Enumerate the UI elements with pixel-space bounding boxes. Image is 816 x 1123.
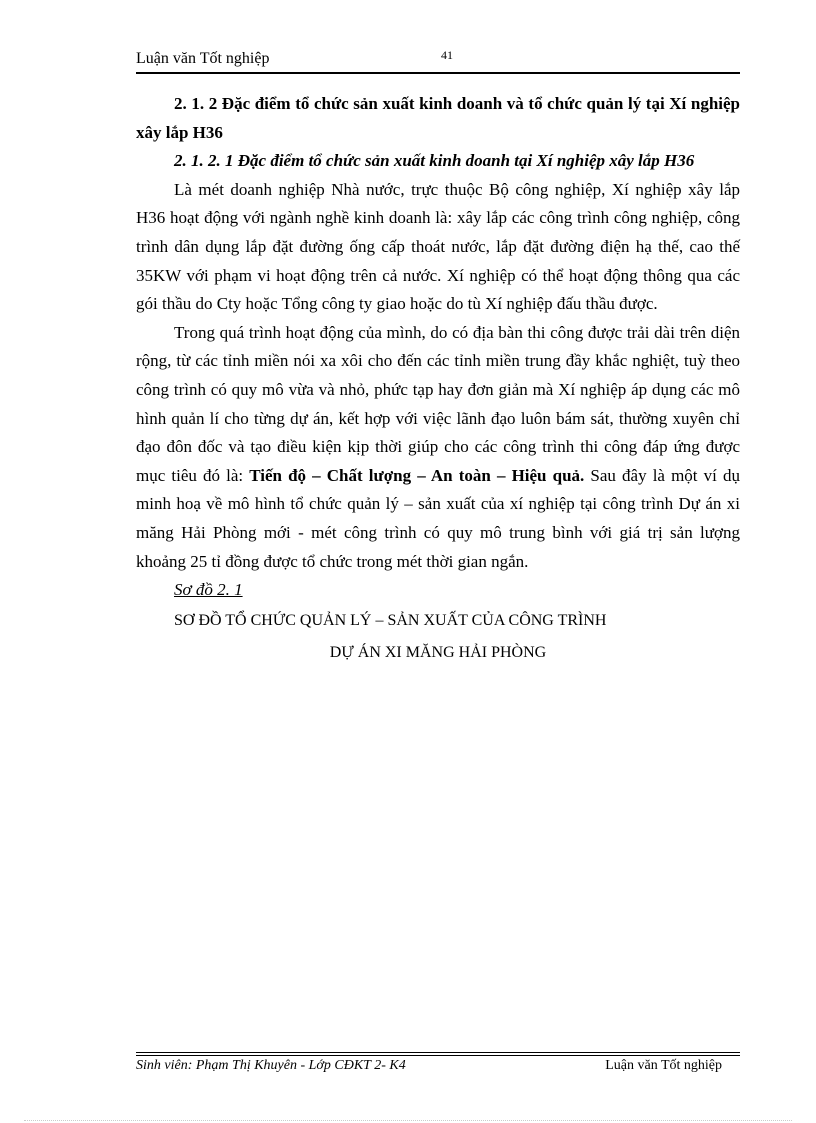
- page-footer: [136, 1052, 740, 1073]
- paragraph-2-end: Sau đây là một ví dụ minh hoạ về mô hình tổ chức quản lý – sản xuất của xí nghiệp tại công trình Dự án xi măng Hải Phòng mới - mét công trình có quy mô trung bình với giá trị sản lượng khoảng 25 tỉ đồng được tổ chức trong mét thời gian ngắn.: [136, 465, 740, 571]
- paragraph-1: Là mét doanh nghiệp Nhà nước, trực thuộc Bộ công nghiệp, Xí nghiệp xây lắp H36 hoạt động với ngành nghề kinh doanh là: xây lắp các công trình công nghiệp, công trình dân dụng lắp đặt đường ống cấp thoát nước, lắp đặt đường điện hạ thế, cao thế 35KW với phạm vi hoạt động trên cả nước. Xí nghiệp có thể hoạt động thông qua các gói thầu do Cty hoặc Tổng công ty giao hoặc do tù Xí nghiệp đấu thầu được.: [136, 179, 740, 314]
- paragraph-2-bold: Tiến độ – Chất lượng – An toàn – Hiệu quả.: [249, 465, 585, 485]
- footer-rule-inner: [136, 1055, 740, 1056]
- page-header: [136, 48, 740, 74]
- footer-rule: [136, 1052, 740, 1053]
- header-rule: [136, 72, 740, 74]
- page-edge-dotted-line: [24, 1120, 792, 1121]
- page-number: 41: [441, 48, 453, 62]
- header-title: Luận văn Tốt nghiệp: [136, 50, 270, 67]
- diagram-title-line1: SƠ ĐỒ TỔ CHỨC QUẢN LÝ – SẢN XUẤT CỦA CÔNG TRÌNH: [174, 611, 607, 629]
- paragraph-2-start: Trong quá trình hoạt động của mình, do có địa bàn thi công được trải dài trên diện rộng, từ các tỉnh miền nói xa xôi cho đến các tỉnh miền trung đầy khắc nghiệt, tuỳ theo công trình có quy mô vừa và nhỏ, phức tạp hay đơn giản mà Xí nghiệp áp dụng các mô hình quản lí cho từng dự án, kết hợp với việc lãnh đạo luôn bám sát, thường xuyên chỉ đạo đôn đốc và tạo điều kiện kịp thời giúp cho các công trình thi công đáp ứng được mục tiêu đó là:: [136, 322, 740, 485]
- diagram-caption: Sơ đồ 2. 1: [174, 580, 243, 600]
- paragraph-2: [136, 319, 740, 576]
- page-content: [136, 90, 740, 669]
- footer-title: Luận văn Tốt nghiệp: [605, 1058, 722, 1073]
- footer-student: Sinh viên: Phạm Thị Khuyên - Lớp CĐKT 2- K4: [136, 1058, 406, 1073]
- section-subheading: 2. 1. 2. 1 Đặc điểm tổ chức sản xuất kinh doanh tại Xí nghiệp xây lắp H36: [174, 151, 695, 171]
- section-heading: 2. 1. 2 Đặc điểm tổ chức sản xuất kinh doanh và tổ chức quản lý tại Xí nghiệp xây lắp H36: [136, 94, 740, 142]
- diagram-title-line2: DỰ ÁN XI MĂNG HẢI PHÒNG: [329, 643, 547, 661]
